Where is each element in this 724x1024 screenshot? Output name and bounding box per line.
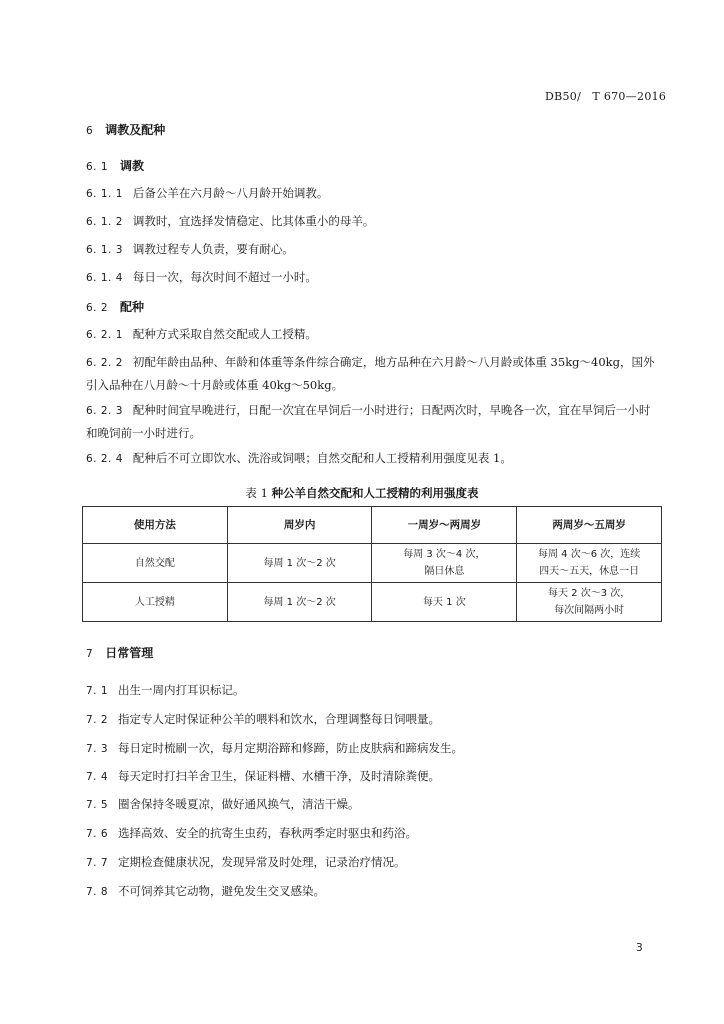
section-title: 配种 — [120, 300, 145, 314]
clause-text: 每天定时打扫羊舍卫生，保证料槽、水槽干净，及时清除粪便。 — [118, 769, 441, 783]
paragraph-6-1-4 — [86, 266, 661, 289]
clause-number: 6. 1. 1 — [86, 188, 123, 200]
clause-number: 6. 2. 2 — [86, 357, 123, 369]
clause-text: 圈舍保持冬暖夏凉，做好通风换气，清洁干燥。 — [118, 797, 360, 811]
clause-text: 每日定时梳刷一次，每月定期浴蹄和修蹄，防止皮肤病和蹄病发生。 — [118, 741, 464, 755]
table-cell — [517, 583, 662, 622]
clause-number: 7. 5 — [86, 799, 109, 811]
section-title: 调教及配种 — [105, 123, 166, 137]
cell-line: 每周 4 次～6 次，连续 — [537, 549, 641, 560]
clause-number: 6. 2. 4 — [86, 453, 123, 465]
cell-line: 隔日休息 — [424, 566, 465, 577]
paragraph-7-3 — [86, 737, 661, 760]
section-title: 调教 — [120, 159, 145, 173]
table-row — [83, 544, 662, 583]
paragraph-6-1-2 — [86, 210, 661, 233]
section-title: 日常管理 — [105, 646, 154, 660]
clause-text: 不可饲养其它动物，避免发生交叉感染。 — [118, 884, 326, 898]
header-cell: 两周岁～五周岁 — [517, 507, 662, 544]
table-label: 表 1 — [245, 486, 268, 500]
clause-number: 7. 8 — [86, 886, 109, 898]
header-cell: 一周岁～两周岁 — [372, 507, 517, 544]
table-cell: 每天 1 次 — [372, 583, 517, 622]
clause-number: 7. 4 — [86, 771, 109, 783]
section-number: 7 — [86, 648, 94, 660]
paragraph-7-5 — [86, 793, 661, 816]
clause-number: 7. 6 — [86, 828, 109, 840]
paragraph-7-7 — [86, 851, 661, 874]
paragraph-7-8 — [86, 880, 661, 903]
paragraph-7-4 — [86, 765, 661, 788]
header-cell: 使用方法 — [83, 507, 228, 544]
section-6-1-heading — [86, 157, 144, 174]
page-number: 3 — [636, 942, 643, 954]
paragraph-7-6 — [86, 822, 661, 845]
section-number: 6. 1 — [86, 161, 109, 173]
table-title: 种公羊自然交配和人工授精的利用强度表 — [271, 486, 479, 500]
clause-text: 调教时，宜选择发情稳定、比其体重小的母羊。 — [132, 214, 375, 228]
clause-number: 6. 1. 4 — [86, 272, 123, 284]
clause-text: 配种方式采取自然交配或人工授精。 — [132, 327, 317, 341]
table-cell: 人工授精 — [83, 583, 228, 622]
clause-number: 7. 3 — [86, 743, 109, 755]
section-6-2-heading — [86, 298, 144, 315]
section-6-heading — [86, 121, 165, 138]
table-cell: 自然交配 — [83, 544, 228, 583]
clause-text: 配种后不可立即饮水、洗浴或饲喂；自然交配和人工授精利用强度见表 1。 — [132, 451, 512, 465]
clause-number: 7. 2 — [86, 714, 109, 726]
clause-text: 指定专人定时保证种公羊的喂料和饮水，合理调整每日饲喂量。 — [118, 712, 441, 726]
clause-text: 选择高效、安全的抗寄生虫药，春秋两季定时驱虫和药浴。 — [118, 826, 418, 840]
clause-text: 每日一次，每次时间不超过一小时。 — [132, 270, 317, 284]
clause-number: 7. 7 — [86, 857, 109, 869]
table-caption — [0, 485, 724, 501]
clause-text: 出生一周内打耳识标记。 — [118, 683, 245, 697]
table-cell: 每周 1 次～2 次 — [227, 544, 372, 583]
clause-number: 6. 1. 3 — [86, 244, 123, 256]
clause-text: 定期检查健康状况，发现异常及时处理，记录治疗情况。 — [118, 855, 406, 869]
clause-text: 配种时间宜早晚进行，日配一次宜在早饲后一小时进行；日配两次时，早晚各一次，宜在早饲后一小时和晚饲前一小时进行。 — [86, 403, 651, 440]
usage-intensity-table — [82, 506, 662, 622]
table-cell: 每周 1 次～2 次 — [227, 583, 372, 622]
table-row — [83, 583, 662, 622]
clause-number: 6. 2. 3 — [86, 405, 123, 417]
cell-line: 四天～五天，休息一日 — [539, 566, 640, 577]
clause-text: 后备公羊在六月龄～八月龄开始调教。 — [132, 186, 329, 200]
paragraph-6-2-1 — [86, 323, 661, 346]
table-cell — [372, 544, 517, 583]
clause-number: 7. 1 — [86, 685, 109, 697]
clause-text: 调教过程专人负责，要有耐心。 — [132, 242, 294, 256]
header-cell: 周岁内 — [227, 507, 372, 544]
cell-line: 每次间隔两小时 — [554, 605, 625, 616]
paragraph-7-2 — [86, 708, 661, 731]
section-number: 6 — [86, 125, 94, 137]
paragraph-6-2-3 — [86, 399, 661, 444]
paragraph-6-2-2 — [86, 351, 661, 396]
clause-number: 6. 2. 1 — [86, 329, 123, 341]
paragraph-6-2-4 — [86, 447, 661, 470]
paragraph-7-1 — [86, 679, 661, 702]
section-number: 6. 2 — [86, 302, 109, 314]
paragraph-6-1-1 — [86, 182, 661, 205]
cell-line: 每周 3 次～4 次， — [403, 549, 486, 560]
section-7-heading — [86, 644, 153, 661]
table-cell — [517, 544, 662, 583]
table-header-row — [83, 507, 662, 544]
paragraph-6-1-3 — [86, 238, 661, 261]
cell-line: 每天 2 次～3 次， — [547, 588, 631, 599]
clause-text: 初配年龄由品种、年龄和体重等条件综合确定，地方品种在六月龄～八月龄或体重 35kg～40kg，国外引入品种在八月龄～十月龄或体重 40kg～50kg。 — [86, 355, 655, 392]
clause-number: 6. 1. 2 — [86, 216, 123, 228]
document-code: DB50/ T 670—2016 — [545, 90, 667, 103]
